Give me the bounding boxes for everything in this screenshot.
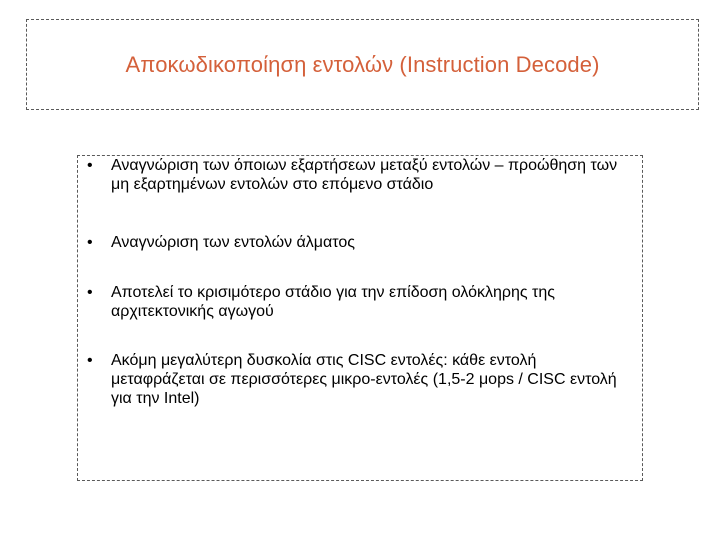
bullet-dot: • [87, 352, 93, 369]
bullet-dot: • [87, 234, 93, 251]
bullet-item [84, 351, 629, 408]
content-frame [77, 155, 643, 481]
bullet-text: Αναγνώριση των όποιων εξαρτήσεων μεταξύ εντολών – προώθηση των μη εξαρτημένων εντολών στο επόμενο στάδιο [111, 157, 618, 193]
bullet-item [84, 283, 629, 321]
bullet-item [84, 156, 629, 194]
bullet-dot: • [87, 284, 93, 301]
title-frame [26, 19, 699, 110]
bullet-text: Ακόμη μεγαλύτερη δυσκολία στις CISC εντολές: κάθε εντολή μεταφράζεται σε περισσότερες μικρο-εντολές (1,5-2 μops / CISC εντολή για την Intel) [111, 352, 617, 407]
bullet-item [84, 233, 629, 252]
slide-title: Αποκωδικοποίηση εντολών (Instruction Decode) [125, 51, 600, 77]
bullet-text: Αναγνώριση των εντολών άλματος [111, 234, 355, 251]
bullet-dot: • [87, 157, 93, 174]
bullet-text: Αποτελεί το κρισιμότερο στάδιο για την επίδοση ολόκληρης της αρχιτεκτονικής αγωγού [111, 284, 555, 320]
